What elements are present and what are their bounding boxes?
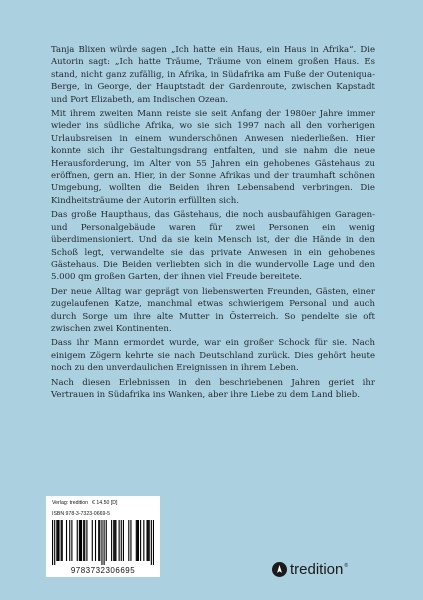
isbn-label: ISBN 978-3-7323-0669-5: [52, 511, 110, 517]
barcode-bar: [130, 520, 131, 561]
barcode-bar: [115, 520, 116, 561]
barcode-bar: [151, 520, 152, 565]
barcode-bar: [137, 520, 138, 561]
barcode-bar: [98, 520, 99, 561]
logo-trademark: ®: [344, 562, 349, 569]
barcode-bar: [121, 520, 122, 561]
blurb-paragraph-2: Mit ihrem zweiten Mann reiste sie seit Anfang der 1980er Jahre immer wieder ins südliche Afrika, wo sie sich 1997 nach all den vorherigen Urlaubsreisen in einem wunderschönen Anwesen niederließen. Hier konnte sich ihr Gestaltungsdrang entfalten, und sie nahm die neue Herausforderung, im Alter von 55 Jahren ein gehobenes Gästehaus zu eröffnen, gern an. Hier, in der Sonne Afrikas und der traumhaft schönen Umgebung, wollten die Beiden ihren Lebensabend verbringen. Die Kindheitsträume der Autorin erfüllten sich.: [51, 109, 375, 206]
barcode-bar: [56, 520, 57, 561]
blurb-paragraph-3: Das große Haupthaus, das Gästehaus, die noch ausbaufähigen Garagen- und Personalgebäude waren für zwei Personen ein wenig überdimensioniert. Und da sie kein Mensch ist, der die Hände in den Schoß legt, verwandelte sie das private Anwesen in ein gehobenes Gästehaus. Die Beiden verliebten sich in die wundervolle Lage und den 5.000 qm großen Garten, der ihnen viel Freude bereitete.: [51, 210, 375, 283]
blurb-paragraph-5: Dass ihr Mann ermordet wurde, war ein großer Schock für sie. Nach einigem Zögern kehrte sie nach Deutschland zurück. Dies gehört heute noch zu den unverdaulichen Ereignissen in ihrem Leben.: [51, 338, 375, 374]
barcode-bar: [146, 520, 147, 561]
blurb-paragraph-4: Der neue Alltag war geprägt von liebenswerten Freunden, Gästen, einer zugelaufenen Katze, manchmal etwas schwierigem Personal und auch durch Sorge um ihre alte Mutter in Österreich. So pendelte sie oft zwischen zwei Kontinenten.: [51, 286, 375, 334]
barcode-bar: [57, 520, 58, 561]
barcode-bar: [77, 520, 78, 561]
barcode-bar: [58, 520, 59, 561]
barcode-bar: [84, 520, 85, 561]
barcode-bar: [153, 520, 154, 565]
barcode-bar: [66, 520, 67, 561]
barcode-bar: [80, 520, 81, 561]
barcode-bar: [104, 520, 105, 565]
barcode-bar: [114, 520, 115, 561]
publisher-label: Verlag: tredition: [52, 500, 89, 506]
blurb-paragraph-1: Tanja Blixen würde sagen „Ich hatte ein Haus, ein Haus in Afrika“. Die Autorin sagt: „Ich hatte Träume, Träume von einem großen Haus. Es stand, nicht ganz zufällig, in Afrika, in Südafrika am Fuße der Outeniqua-Berge, in George, der Hauptstadt der Gardenroute, zwischen Kapstadt und Port Elizabeth, am Indischen Ozean.: [51, 45, 375, 105]
barcode-bar: [71, 520, 72, 561]
barcode-bar: [101, 520, 102, 565]
barcode-bar: [86, 520, 87, 561]
logo-wordmark: tredition: [290, 561, 344, 578]
barcode-bar: [54, 520, 55, 565]
barcode-bar: [119, 520, 120, 561]
barcode-bar: [62, 520, 63, 561]
barcode-bar: [52, 520, 53, 565]
barcode-bar: [95, 520, 96, 561]
barcode-bar: [79, 520, 80, 561]
ean-barcode: [52, 520, 154, 565]
barcode-bar: [123, 520, 124, 561]
barcode-bar: [128, 520, 129, 561]
barcode-bar: [81, 520, 82, 561]
barcode-bar: [83, 520, 84, 561]
barcode-bar: [138, 520, 139, 561]
barcode-bar: [149, 520, 150, 561]
barcode-bar: [69, 520, 70, 561]
publisher-price-row: [52, 500, 117, 506]
barcode-bar: [92, 520, 93, 561]
barcode-bar: [113, 520, 114, 561]
barcode-bar: [140, 520, 141, 561]
barcode-bar: [148, 520, 149, 561]
barcode-bar: [61, 520, 62, 561]
barcode-bar: [143, 520, 144, 561]
barcode-number: 9783732306695: [70, 566, 136, 575]
barcode-bar: [111, 520, 112, 561]
barcode-bar: [136, 520, 137, 561]
barcode-box: [46, 496, 160, 577]
back-cover-blurb: [51, 44, 375, 403]
barcode-bar: [99, 520, 100, 561]
price-label: € 14.50 [D]: [92, 500, 118, 506]
publisher-logo: [272, 561, 348, 578]
tredition-circle-logo-icon: [272, 562, 287, 577]
barcode-bar: [106, 520, 107, 561]
blurb-paragraph-6: Nach diesen Erlebnissen in den beschriebenen Jahren geriet ihr Vertrauen in Südafrika ins Wanken, aber ihre Liebe zu dem Land blieb.: [51, 377, 375, 400]
